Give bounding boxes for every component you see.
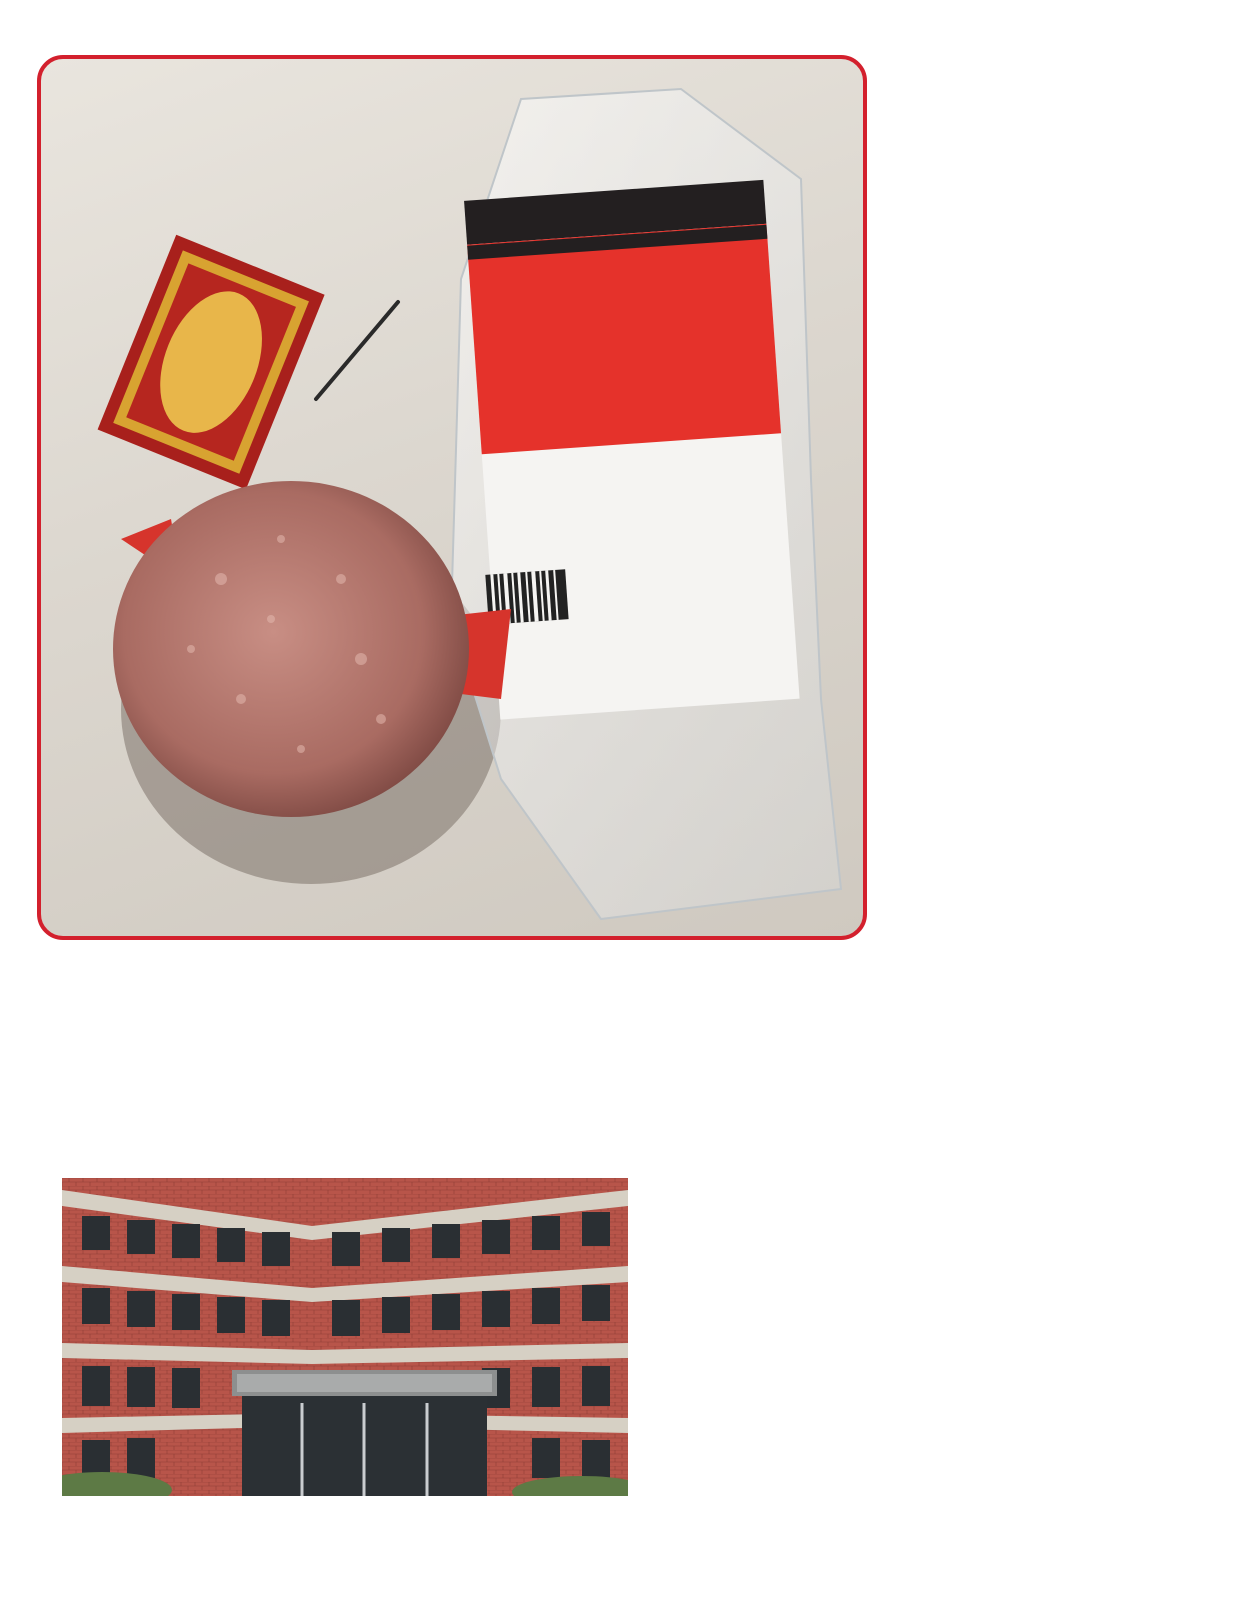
courthouse-photo bbox=[62, 1178, 628, 1496]
courthouse-illustration bbox=[62, 1178, 628, 1496]
lead-photo bbox=[37, 55, 867, 940]
lead-photo-illustration bbox=[41, 59, 867, 940]
